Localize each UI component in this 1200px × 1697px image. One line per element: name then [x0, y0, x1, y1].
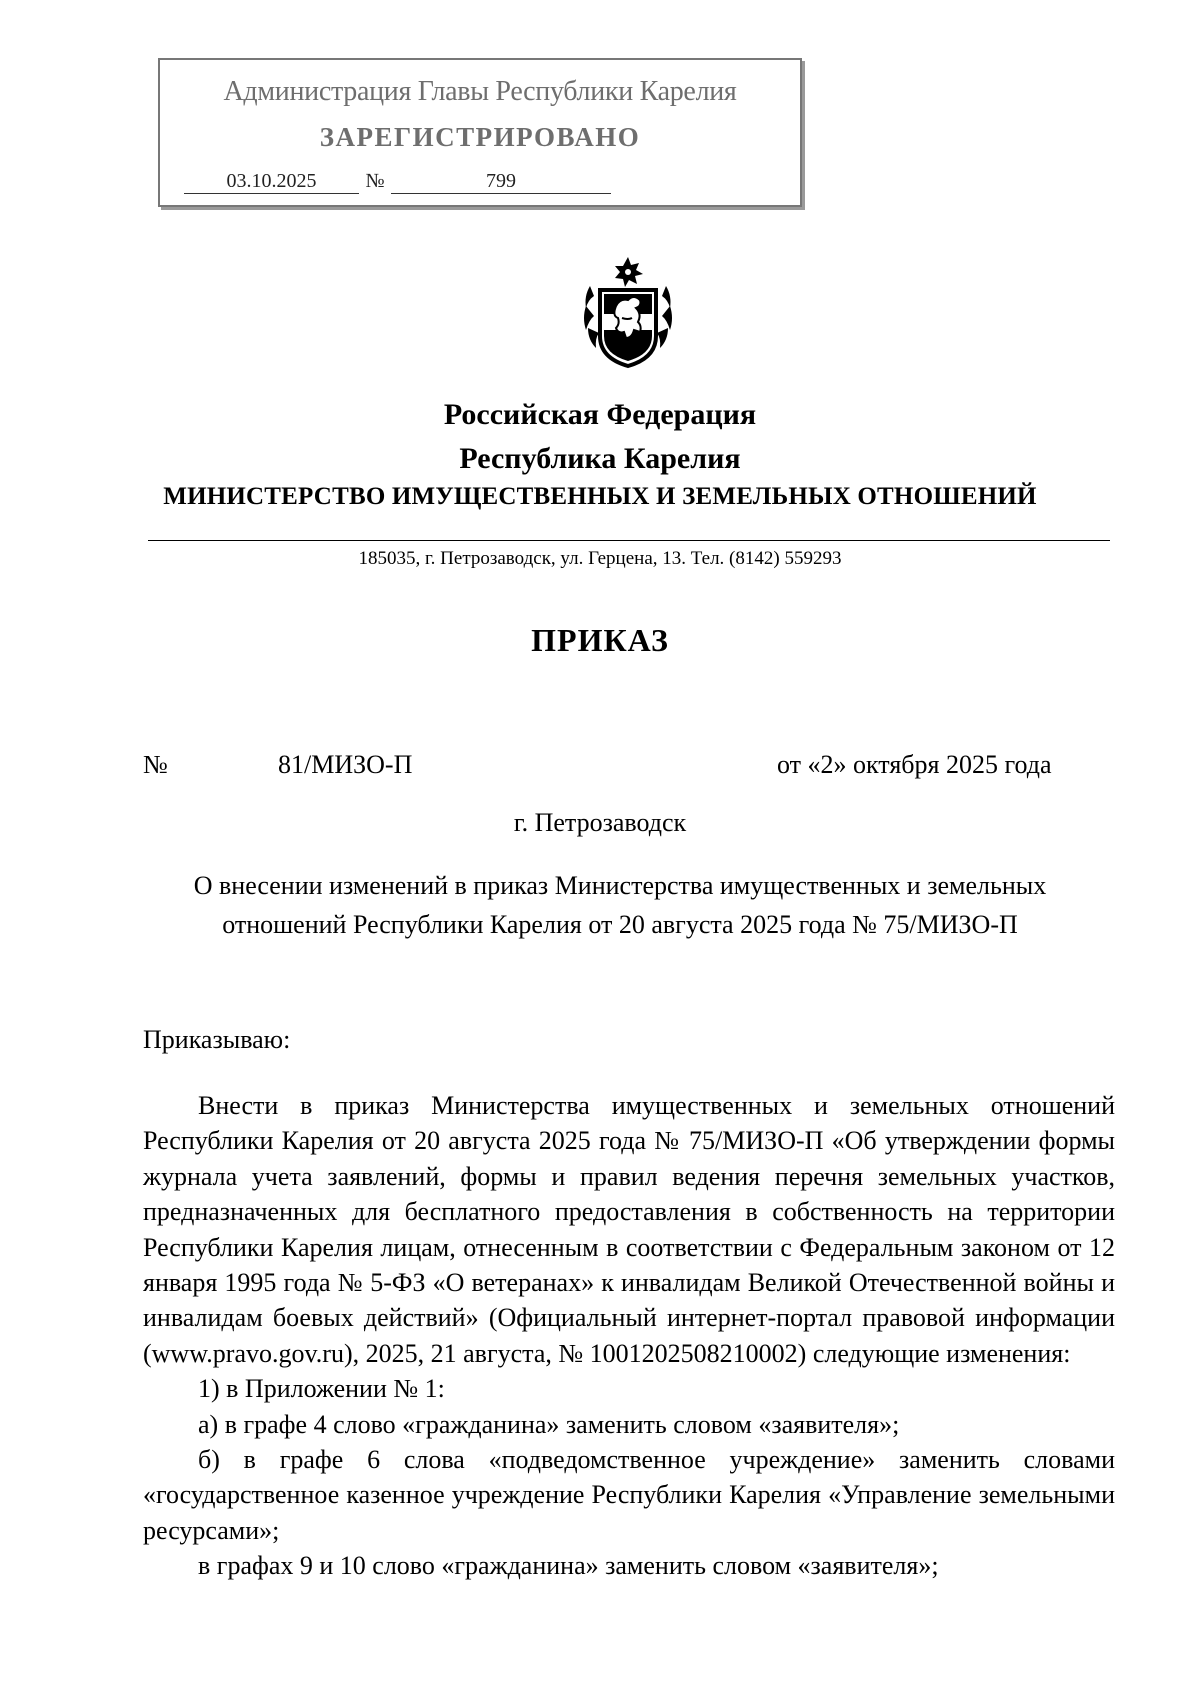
body-paragraph: 1) в Приложении № 1: [198, 1374, 445, 1404]
stamp-date: 03.10.2025 [184, 170, 359, 194]
stamp-number-sign: № [365, 170, 385, 192]
document-date: от «2» октября 2025 года [777, 750, 1052, 779]
registration-stamp [158, 58, 802, 207]
order-lead: Приказываю: [143, 1025, 291, 1054]
stamp-status: ЗАРЕГИСТРИРОВАНО [319, 122, 641, 152]
document-type: ПРИКАЗ [531, 622, 669, 658]
header-divider [148, 540, 1110, 541]
body-paragraph: а) в графе 4 слово «гражданина» заменить словом «заявителя»; [198, 1409, 900, 1439]
header-address: 185035, г. Петрозаводск, ул. Герцена, 13. Тел. (8142) 559293 [358, 548, 842, 569]
header-ministry: МИНИСТЕРСТВО ИМУЩЕСТВЕННЫХ И ЗЕМЕЛЬНЫХ ОТНОШЕНИЙ [163, 483, 1037, 510]
document-city: г. Петрозаводск [513, 808, 687, 837]
stamp-registration-row [184, 170, 611, 194]
body-paragraph: б) в графе 6 слова «подведомственное учреждение» заменить словами «государственное казенное учреждение Республики Карелия «Управление земельными ресурсами»; [143, 1445, 1115, 1545]
stamp-number: 799 [391, 170, 611, 194]
document-subject: О внесении изменений в приказ Министерства имущественных и земельных отношений Республики Карелия от 20 августа 2025 года № 75/МИЗО-П [193, 871, 1047, 939]
karelia-coat-of-arms-icon [580, 256, 676, 372]
header-region: Республика Карелия [459, 442, 741, 475]
document-number-sign: № [143, 750, 168, 779]
stamp-organization: Администрация Главы Республики Карелия [223, 76, 737, 107]
body-paragraph: в графах 9 и 10 слово «гражданина» заменить словом «заявителя»; [198, 1551, 939, 1581]
body-paragraph: Внести в приказ Министерства имущественных и земельных отношений Республики Карелия от 20 августа 2025 года № 75/МИЗО-П «Об утверждении формы журнала учета заявлений, формы и правил ведения перечня земельных участков, предназначенных для бесплатного предоставления в собственность на территории Республики Карелия лицам, отнесенным в соответствии с Федеральным законом от 12 января 1995 года № 5-ФЗ «О ветеранах» к инвалидам Великой Отечественной войны и инвалидам боевых действий» (Официальный интернет-портал правовой информации (www.pravo.gov.ru), 2025, 21 августа, № 1001202508210002) следующие изменения: [143, 1091, 1115, 1368]
star-icon [615, 257, 643, 287]
document-body [143, 1088, 1115, 1584]
document-number: 81/МИЗО-П [278, 750, 413, 779]
bear-icon [614, 297, 640, 338]
header-country: Российская Федерация [443, 398, 757, 431]
